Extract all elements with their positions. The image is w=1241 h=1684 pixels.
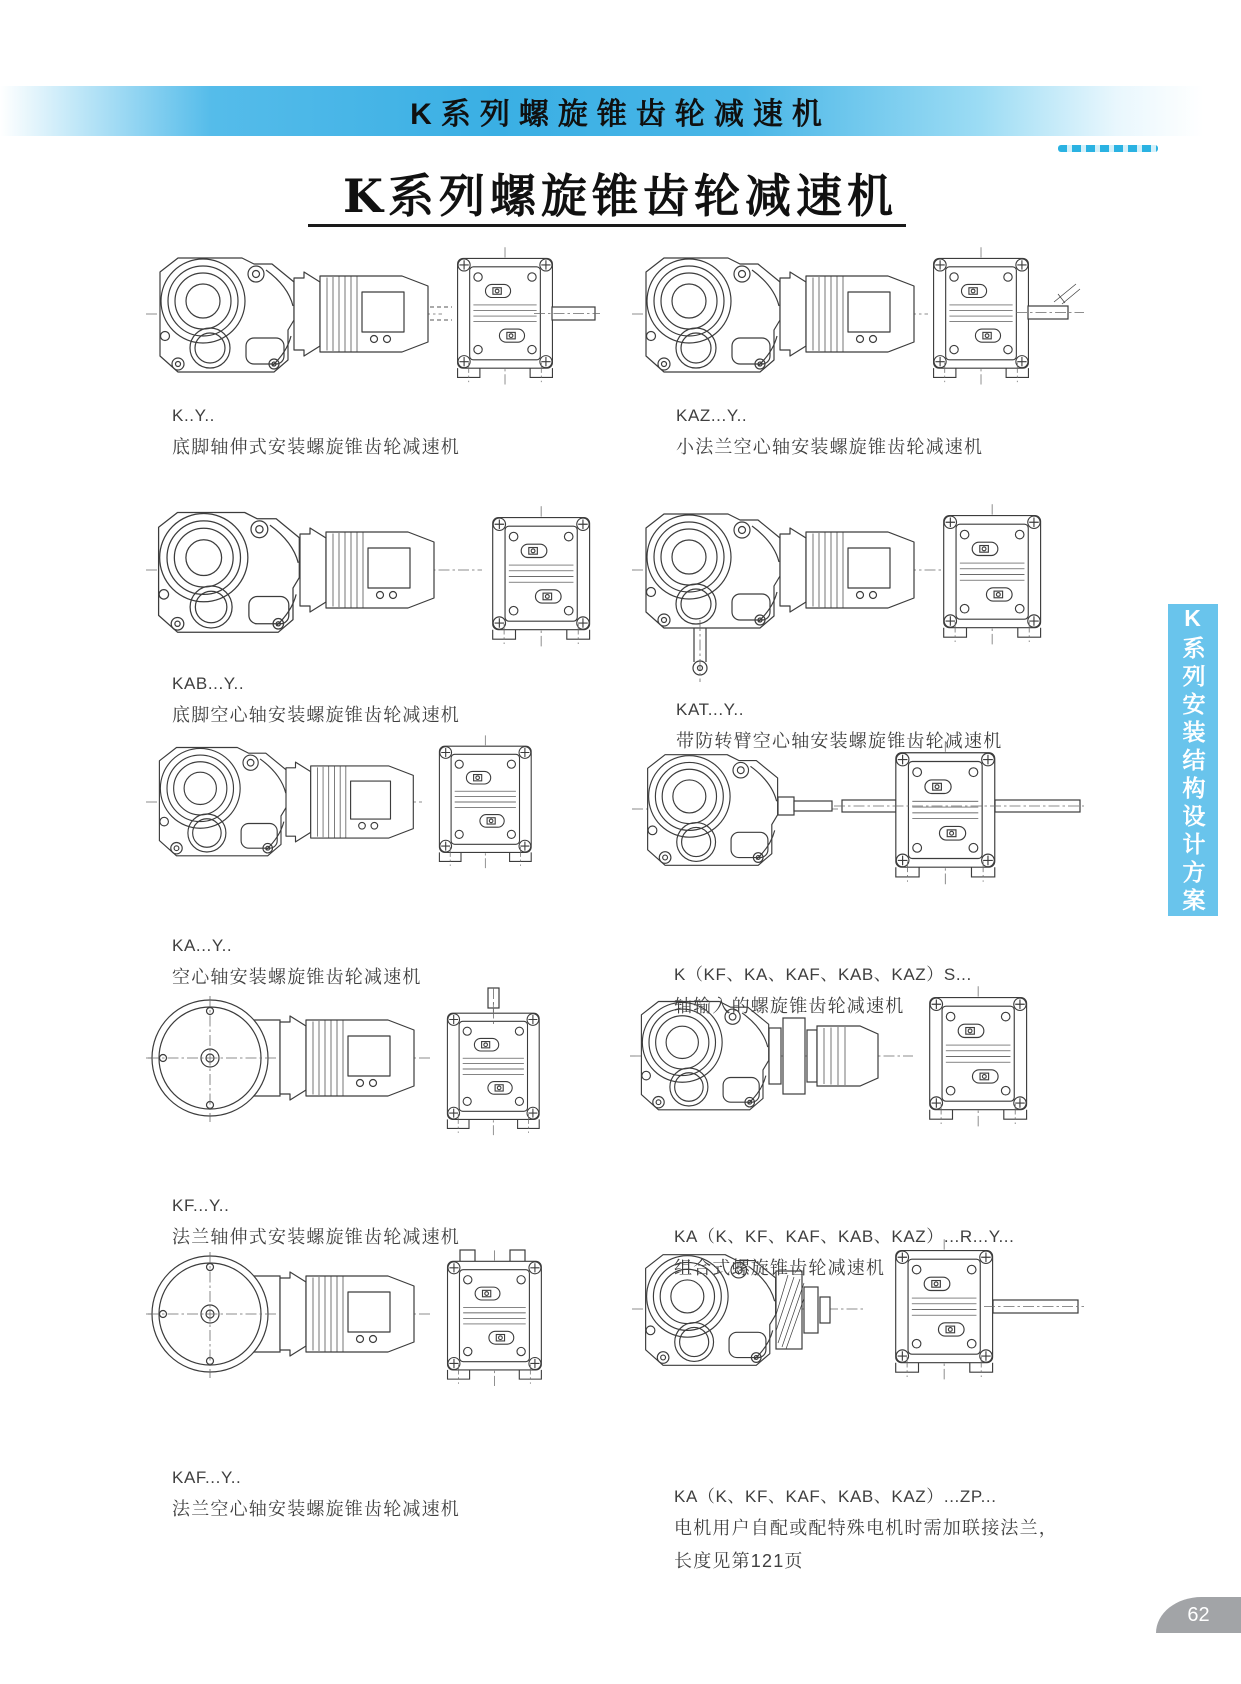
side-tab-section-label: [1168, 604, 1218, 916]
motor-view: [294, 272, 428, 356]
end-view: [448, 1250, 542, 1386]
model-label-ka-zp: [674, 1482, 1058, 1573]
model-desc: 法兰空心轴安装螺旋锥齿轮减速机: [172, 1499, 460, 1519]
model-label-kf-y: [172, 1196, 460, 1249]
motor-view: [280, 1016, 414, 1100]
end-view: [439, 735, 531, 868]
mount-tab: [510, 1250, 525, 1262]
page-title: K系列螺旋锥齿轮减速机: [343, 169, 898, 223]
gearbox-front-view: [648, 755, 778, 866]
motor-view: [286, 762, 413, 842]
section-header-title: K系列螺旋锥齿轮减速机: [410, 98, 831, 131]
figure-kat-y: [628, 486, 1088, 686]
model-code: KAT...Y..: [676, 700, 745, 719]
end-view: [944, 504, 1041, 645]
figure-ka-y: [142, 738, 602, 873]
model-desc: 轴输入的螺旋锥齿轮减速机: [674, 996, 905, 1016]
flange-front-view: [148, 1252, 280, 1378]
gearbox-front-view: [159, 748, 286, 856]
mount-tab: [460, 1250, 475, 1262]
gearbox-front-view: [646, 258, 780, 372]
title-underline: [308, 224, 906, 227]
model-label-k-s: [674, 960, 972, 1018]
model-desc-line2: 长度见第121页: [674, 1551, 804, 1571]
model-code: KF...Y..: [172, 1196, 230, 1215]
figure-k-s: [628, 745, 1088, 890]
side-tab-text: K系列安装结构设计方案: [1179, 604, 1206, 916]
end-view: [493, 506, 590, 647]
motor-view: [780, 272, 914, 356]
model-code: K..Y..: [172, 406, 215, 425]
model-desc: 底脚轴伸式安装螺旋锥齿轮减速机: [172, 437, 460, 457]
model-code: KA（K、KF、KAF、KAB、KAZ）...ZP...: [674, 1487, 997, 1506]
motor-view: [780, 528, 914, 612]
coupling: [769, 1028, 781, 1084]
model-label-kaf-y: [172, 1468, 460, 1521]
page-number-badge: [1156, 1597, 1241, 1633]
section-header-band: [0, 86, 1241, 136]
figure-kaf-y: [142, 1242, 602, 1394]
figure-k-y: [142, 248, 602, 390]
flange-front-view: [148, 996, 280, 1122]
end-view: [458, 247, 553, 385]
model-label-kab-y: [172, 674, 460, 727]
figure-kab-y: [142, 498, 602, 668]
decorative-dashes-icon: [1058, 145, 1158, 152]
model-desc: 组合式螺旋锥齿轮减速机: [674, 1258, 886, 1278]
model-label-ka-y: [172, 936, 422, 989]
model-desc: 电机用户自配或配特殊电机时需加联接法兰，: [674, 1518, 1058, 1538]
gearbox-front-view: [646, 514, 780, 628]
model-desc: 小法兰空心轴安装螺旋锥齿轮减速机: [676, 437, 984, 457]
model-label-kaz-y: [676, 406, 983, 459]
motor-view: [280, 1272, 414, 1356]
end-view: [934, 247, 1029, 385]
gearbox-front-view: [160, 258, 294, 372]
model-label-kat-y: [676, 700, 1002, 753]
page-number: 62: [1187, 1603, 1210, 1626]
figure-kaz-y: [628, 248, 1088, 390]
model-code: KAZ...Y..: [676, 406, 748, 425]
secondary-motor: [817, 1026, 878, 1086]
model-code: KA（K、KF、KAF、KAB、KAZ）...R...Y...: [674, 1227, 1015, 1246]
input-shaft: [778, 797, 794, 815]
model-label-k-y: [172, 406, 460, 459]
model-code: KAF...Y..: [172, 1468, 242, 1487]
model-desc: 带防转臂空心轴安装螺旋锥齿轮减速机: [676, 731, 1003, 751]
gearbox-front-view: [159, 513, 300, 633]
model-label-ka-r-y: [674, 1222, 1014, 1280]
model-code: KA...Y..: [172, 936, 233, 955]
figure-kf-y: [142, 988, 602, 1136]
model-desc: 法兰轴伸式安装螺旋锥齿轮减速机: [172, 1227, 460, 1247]
end-view: [896, 741, 995, 885]
model-desc: 空心轴安装螺旋锥齿轮减速机: [172, 967, 422, 987]
model-code: K（KF、KA、KAF、KAB、KAZ）S...: [674, 965, 972, 984]
model-desc: 底脚空心轴安装螺旋锥齿轮减速机: [172, 705, 460, 725]
model-code: KAB...Y..: [172, 674, 245, 693]
motor-view: [300, 528, 434, 612]
